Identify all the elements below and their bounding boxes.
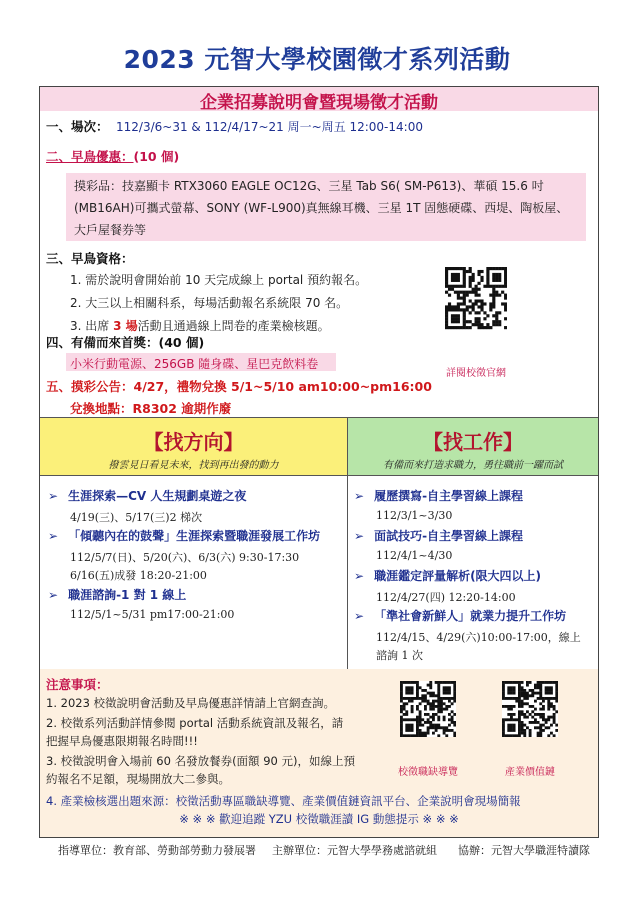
prize-list: 摸彩品：技嘉顯卡 RTX3060 EAGLE OC12G、三星 Tab S6( SM-P613)、華碩 15.6 吋 (MB16AH)可攜式螢幕、SONY (WF-L900)真無線耳機、三星 1T 固態硬碟、西堤、陶板屋、大戶屋餐券等 — [66, 173, 586, 241]
footer-co: 協辦：元智大學職涯特讀隊 — [458, 844, 590, 857]
direction-title: 【找方向】 — [143, 430, 244, 454]
direction-item: ➢ 生涯探索—CV 人生規劃桌遊之夜 — [48, 489, 247, 503]
direction-item-detail: 4/19(三)、5/17(三)2 梯次 — [70, 511, 203, 524]
qualification-item-1: 1. 需於說明會開始前 10 天完成線上 portal 預約報名。 — [70, 273, 368, 287]
job-subtitle: 有備而來打造求職力，勇往職前一躍而試 — [383, 460, 563, 471]
footer-guide: 指導單位：教育部、勞動部勞動力發展署 — [58, 844, 256, 857]
session-count-highlight: 3 場 — [113, 319, 138, 333]
main-frame — [39, 86, 599, 838]
early-bird-heading — [46, 147, 179, 165]
exchange-place: 兌換地點：R8302 逾期作廢 — [70, 401, 232, 416]
qr-code-icon — [502, 681, 558, 737]
qr-code-icon — [400, 681, 456, 737]
direction-item-detail: 112/5/7(日)、5/20(六)、6/3(六) 9:30-17:30 — [70, 551, 300, 564]
job-item: ➢ 「準社會新鮮人」就業力提升工作坊 — [354, 609, 567, 623]
qr-code-job-listing[interactable] — [400, 681, 456, 737]
direction-item-detail: 112/5/1~5/31 pm17:00-21:00 — [70, 608, 235, 621]
qr-code-icon — [445, 267, 507, 339]
note-item: 約報名不足額，現場開放大二參與。 — [46, 772, 230, 786]
direction-item: ➢ 職涯諮詢-1 對 1 線上 — [48, 588, 187, 602]
qr-job-caption: 校徵職缺導覽 — [398, 767, 458, 778]
job-item: ➢ 履歷撰寫-自主學習線上課程 — [354, 489, 524, 503]
early-bird-count: (10 個) — [133, 149, 180, 164]
arrow-icon: ➢ — [354, 609, 365, 623]
note-item: 把握早鳥優惠限期報名時間!!! — [46, 734, 198, 748]
qr-value-caption: 產業價值鏈 — [505, 767, 555, 778]
arrow-icon: ➢ — [354, 569, 365, 583]
qualification-item-3: 3. 出席 3 場活動且通過線上問卷的產業檢核題。 — [70, 319, 330, 333]
direction-subtitle: 撥雲見日看見未來，找到再出發的動力 — [108, 460, 279, 471]
prepared-prize-text: 小米行動電源、256GB 隨身碟、星巴克飲料卷 — [70, 357, 319, 371]
direction-item: ➢ 「傾聽內在的鼓聲」生涯探索暨職涯發展工作坊 — [48, 529, 321, 543]
ig-follow-note: ※ ※ ※ 歡迎追蹤 YZU 校徵職涯讀 IG 動態提示 ※ ※ ※ — [179, 812, 459, 826]
note-item: 1. 2023 校徵說明會活動及早鳥優惠詳情請上官網查詢。 — [46, 696, 336, 710]
divider — [40, 475, 598, 476]
job-item-detail: 112/4/15、4/29(六)10:00-17:00，線上 — [376, 631, 581, 644]
session-text: 112/3/6~31 & 112/4/17~21 周一~周五 12:00-14:00 — [116, 120, 423, 134]
job-item-detail: 諮詢 1 次 — [376, 649, 423, 662]
qualification-item-2: 2. 大三以上相關科系，每場活動報名系統限 70 名。 — [70, 296, 349, 310]
direction-item-detail: 6/16(五)成發 18:20-21:00 — [70, 569, 207, 582]
qr-code-official-site[interactable] — [445, 267, 507, 339]
job-item-detail: 112/4/27(四) 12:20-14:00 — [376, 591, 516, 604]
notes-title: 注意事項： — [46, 677, 109, 692]
early-bird-label: 二、早鳥優惠： — [46, 149, 134, 164]
session-heading: 一、場次： — [46, 119, 109, 134]
arrow-icon: ➢ — [48, 529, 59, 543]
note-item-source: 4. 產業檢核選出題來源：校徵活動專區職缺導覽、產業價值鏈資訊平台、企業說明會現場簡報 — [46, 794, 521, 808]
job-item: ➢ 職涯鑑定評量解析(限大四以上) — [354, 569, 542, 583]
footer-host: 主辦單位：元智大學學務處諮就組 — [272, 844, 437, 857]
job-item-detail: 112/3/1~3/30 — [376, 509, 453, 522]
job-header — [348, 417, 598, 475]
note-item: 3. 校徵說明會入場前 60 名發放餐券(面額 90 元)，如線上預 — [46, 754, 355, 768]
notes-section — [40, 669, 598, 837]
direction-header — [40, 417, 348, 475]
arrow-icon: ➢ — [354, 489, 365, 503]
page-title: 2023 元智大學校園徵才系列活動 — [123, 45, 511, 74]
arrow-icon: ➢ — [48, 489, 59, 503]
column-divider — [347, 475, 348, 669]
event-title: 企業招募說明會暨現場徵才活動 — [200, 93, 438, 113]
job-item-detail: 112/4/1~4/30 — [376, 549, 453, 562]
note-item: 2. 校徵系列活動詳情參閱 portal 活動系統資訊及報名，請 — [46, 716, 344, 730]
qr-code-value-chain[interactable] — [502, 681, 558, 737]
qualification-heading: 三、早鳥資格： — [46, 251, 134, 266]
arrow-icon: ➢ — [354, 529, 365, 543]
prepared-prize-heading: 四、有備而來首獎：(40 個) — [46, 335, 205, 350]
job-title: 【找工作】 — [423, 430, 523, 454]
job-item: ➢ 面試技巧-自主學習線上課程 — [354, 529, 524, 543]
draw-notice: 五、摸彩公告：4/27，禮物兌換 5/1~5/10 am10:00~pm16:00 — [46, 379, 432, 394]
qr-official-caption: 詳閱校徵官網 — [446, 368, 506, 379]
arrow-icon: ➢ — [48, 588, 59, 602]
